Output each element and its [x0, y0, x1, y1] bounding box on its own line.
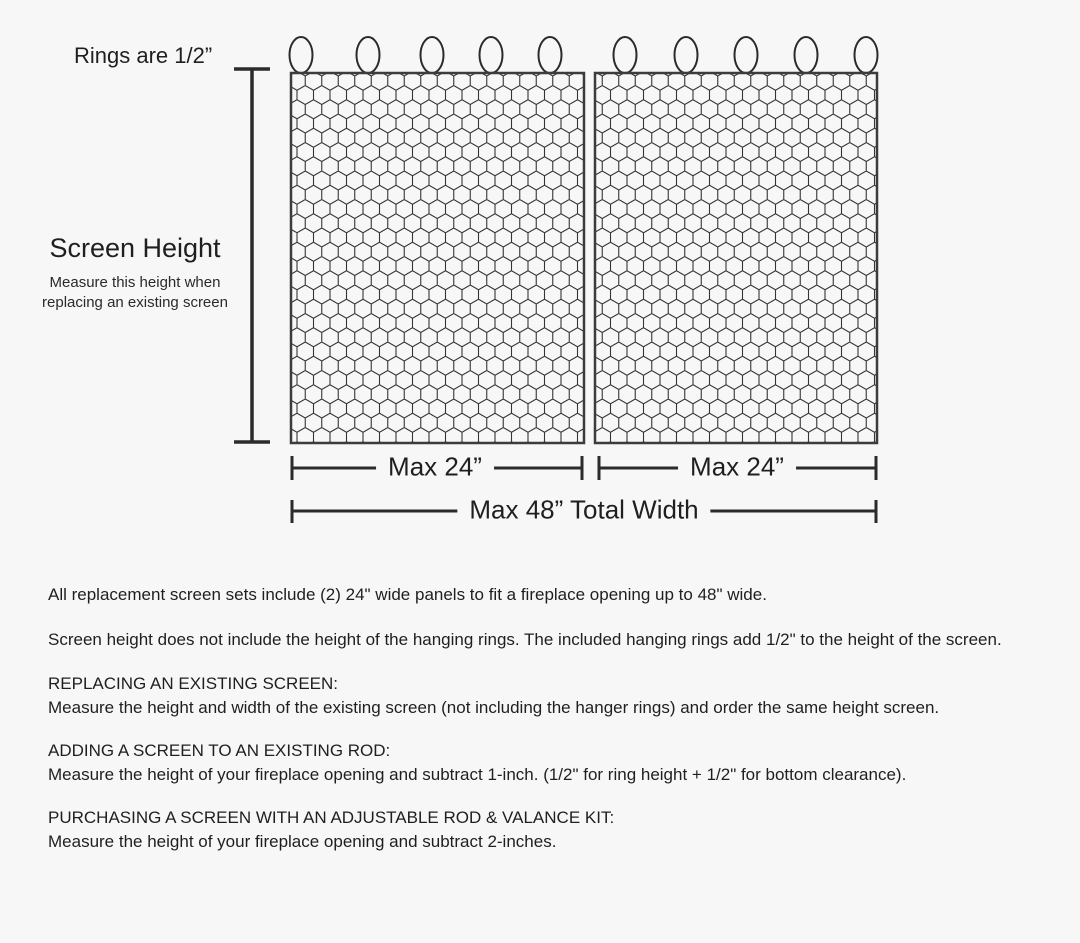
height-dimension-line [234, 69, 270, 442]
section-heading: REPLACING AN EXISTING SCREEN: [48, 674, 339, 693]
mesh-panel-left [291, 73, 584, 443]
section-heading: PURCHASING A SCREEN WITH AN ADJUSTABLE ROD & VALANCE KIT: [48, 808, 615, 827]
hanging-rings-left [290, 37, 562, 73]
hanging-ring-icon [614, 37, 637, 73]
screen-height-label: Screen Height [49, 233, 221, 263]
intro-paragraph-panels: All replacement screen sets include (2) 24" wide panels to fit a fireplace opening up to 48" wide. [48, 585, 767, 604]
screen-height-note-line1: Measure this height when [49, 274, 221, 291]
hanging-ring-icon [539, 37, 562, 73]
mesh-panel-right [595, 73, 877, 443]
rings-size-label: Rings are 1/2” [74, 43, 213, 68]
screen-height-note [42, 273, 228, 313]
hanging-ring-icon [421, 37, 444, 73]
hanging-ring-icon [290, 37, 313, 73]
instructions-text [48, 583, 1058, 873]
hanging-ring-icon [357, 37, 380, 73]
intro-paragraph-rings: Screen height does not include the height of the hanging rings. The included hanging rings add 1/2" to the height of the screen. [48, 630, 1002, 649]
hanging-ring-icon [480, 37, 503, 73]
section-adding-to-existing-rod [48, 739, 1058, 787]
section-body: Measure the height of your fireplace opening and subtract 1-inch. (1/2" for ring height + 1/2" for bottom clearance). [48, 765, 907, 784]
section-adjustable-rod-valance-kit [48, 806, 1058, 854]
section-body: Measure the height of your fireplace opening and subtract 2-inches. [48, 832, 557, 851]
section-heading: ADDING A SCREEN TO AN EXISTING ROD: [48, 741, 391, 760]
section-replacing-existing-screen [48, 672, 1058, 720]
panel-width-label-right: Max 24” [678, 452, 796, 483]
hanging-ring-icon [855, 37, 878, 73]
total-width-label: Max 48” Total Width [457, 495, 710, 526]
panel-width-label-left: Max 24” [376, 452, 494, 483]
screen-height-note-line2: replacing an existing screen [42, 294, 228, 311]
section-body: Measure the height and width of the existing screen (not including the hanger rings) and order the same height screen. [48, 698, 940, 717]
hanging-ring-icon [675, 37, 698, 73]
hanging-ring-icon [795, 37, 818, 73]
hanging-ring-icon [735, 37, 758, 73]
hanging-rings-right [614, 37, 878, 73]
